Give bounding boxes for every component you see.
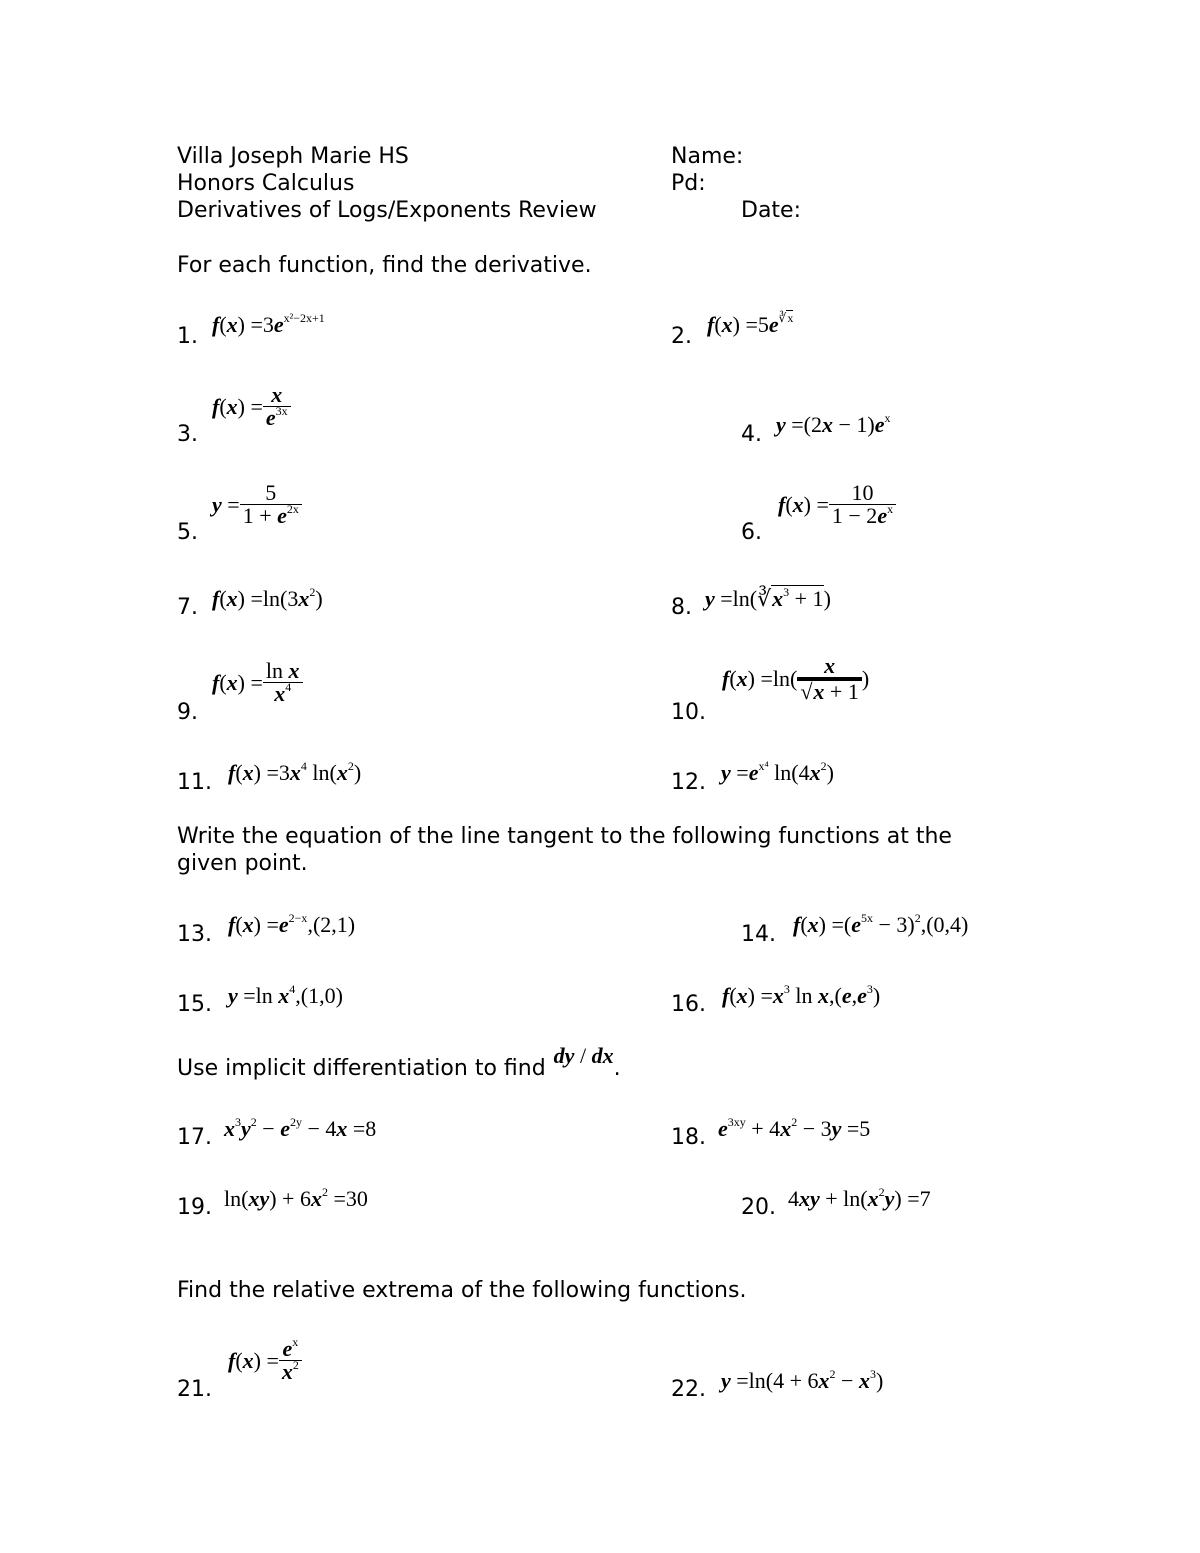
section-3-instruction <box>177 1043 621 1082</box>
problem-22-number: 22. <box>671 1377 706 1402</box>
problem-3-number: 3. <box>177 422 198 447</box>
problem-9-expression: f(x) = $\frac{\text{ln x}}{x^4}$ <box>212 660 303 705</box>
section-1-instruction: For each function, find the derivative. <box>177 253 592 278</box>
problem-10-number: 10. <box>671 700 706 725</box>
problem-20-expression: $4xy + \ln(x^2y) =7$ <box>788 1185 931 1211</box>
section-4-instruction: Find the relative extrema of the following functions. <box>177 1278 747 1303</box>
section-2-instruction-line2: given point. <box>177 851 308 876</box>
problem-15-expression: y =ln $x^4,(1,0)$ <box>228 982 343 1008</box>
problem-18-number: 18. <box>671 1125 706 1150</box>
section-3-instruction-text: Use implicit differentiation to find <box>177 1056 546 1081</box>
problem-13-number: 13. <box>177 922 212 947</box>
pd-label: Pd: <box>671 171 706 196</box>
problem-17-expression: $x^3y^2 - e^{2y} - 4x =8$ <box>224 1115 377 1141</box>
problem-8-expression: $y =\ln(∛x^3 + 1)$ <box>705 585 831 611</box>
problem-4-expression: $y =(2x - 1)e^x$ <box>776 411 891 437</box>
problem-13-expression: $f(x) =e^{2-x},(2,1)$ <box>228 911 356 937</box>
problem-16-number: 16. <box>671 992 706 1017</box>
date-label: Date: <box>741 198 801 223</box>
problem-4-number: 4. <box>741 422 762 447</box>
school-name: Villa Joseph Marie HS <box>177 144 409 169</box>
problem-10-expression: f(x) =ln( $\frac{x}{√x + 1}$ ) <box>722 653 870 704</box>
problem-16-expression: $f(x) =x^3$ $\ln x,(e,e^3)$ <box>722 982 881 1008</box>
problem-8-number: 8. <box>671 595 692 620</box>
section-2-instruction: Write the equation of the line tangent to the following functions at the <box>177 824 952 849</box>
problem-9-number: 9. <box>177 700 198 725</box>
problem-20-number: 20. <box>741 1195 776 1220</box>
problem-5-number: 5. <box>177 520 198 545</box>
problem-14-number: 14. <box>741 922 776 947</box>
course-name: Honors Calculus <box>177 171 355 196</box>
dy-dx-expression: dy / dx <box>553 1043 614 1068</box>
problem-6-number: 6. <box>741 520 762 545</box>
problem-21-number: 21. <box>177 1377 212 1402</box>
problem-1-number: 1. <box>177 324 198 349</box>
problem-5-expression: y = $\frac{5}{1 + e^{2x}}$ <box>212 482 302 527</box>
problem-21-expression: f(x) = $\frac{e^x}{x^2}$ <box>228 1338 302 1383</box>
section-3-instruction-suffix: . <box>613 1056 621 1081</box>
problem-6-expression: f(x) = $\frac{10}{1 - 2e^x}$ <box>778 482 896 527</box>
problem-19-number: 19. <box>177 1195 212 1220</box>
problem-11-expression: $f(x) =3x^4$ $\ln(x^2)$ <box>228 759 362 785</box>
problem-7-expression: $f(x) =\ln(3x^2)$ <box>212 585 323 611</box>
problem-17-number: 17. <box>177 1125 212 1150</box>
problem-1-expression: $f(x) =3e^{x^2-2x+1}$ <box>212 311 325 337</box>
problem-19-expression: $\ln(xy) + 6x^2 =30$ <box>224 1185 368 1211</box>
problem-12-number: 12. <box>671 770 706 795</box>
problem-3-expression: f(x) = $\frac{x}{e^{3x}}$ <box>212 384 291 429</box>
problem-18-expression: $e^{3xy} + 4x^2 - 3y =5$ <box>718 1115 871 1141</box>
problem-2-number: 2. <box>671 324 692 349</box>
problem-12-expression: $y =e^{x^4}$ $\ln(4x^2)$ <box>721 759 834 785</box>
problem-11-number: 11. <box>177 770 212 795</box>
name-label: Name: <box>671 144 744 169</box>
problem-14-expression: $f(x) =(e^{5x} - 3)^2,(0,4)$ <box>793 911 969 937</box>
problem-15-number: 15. <box>177 992 212 1017</box>
problem-2-expression: $f(x) =5e^{∛x}$ <box>707 311 794 337</box>
problem-22-expression: $y =\ln(4 + 6x^2 - x^3)$ <box>721 1367 884 1393</box>
problem-7-number: 7. <box>177 595 198 620</box>
worksheet-title: Derivatives of Logs/Exponents Review <box>177 198 597 223</box>
